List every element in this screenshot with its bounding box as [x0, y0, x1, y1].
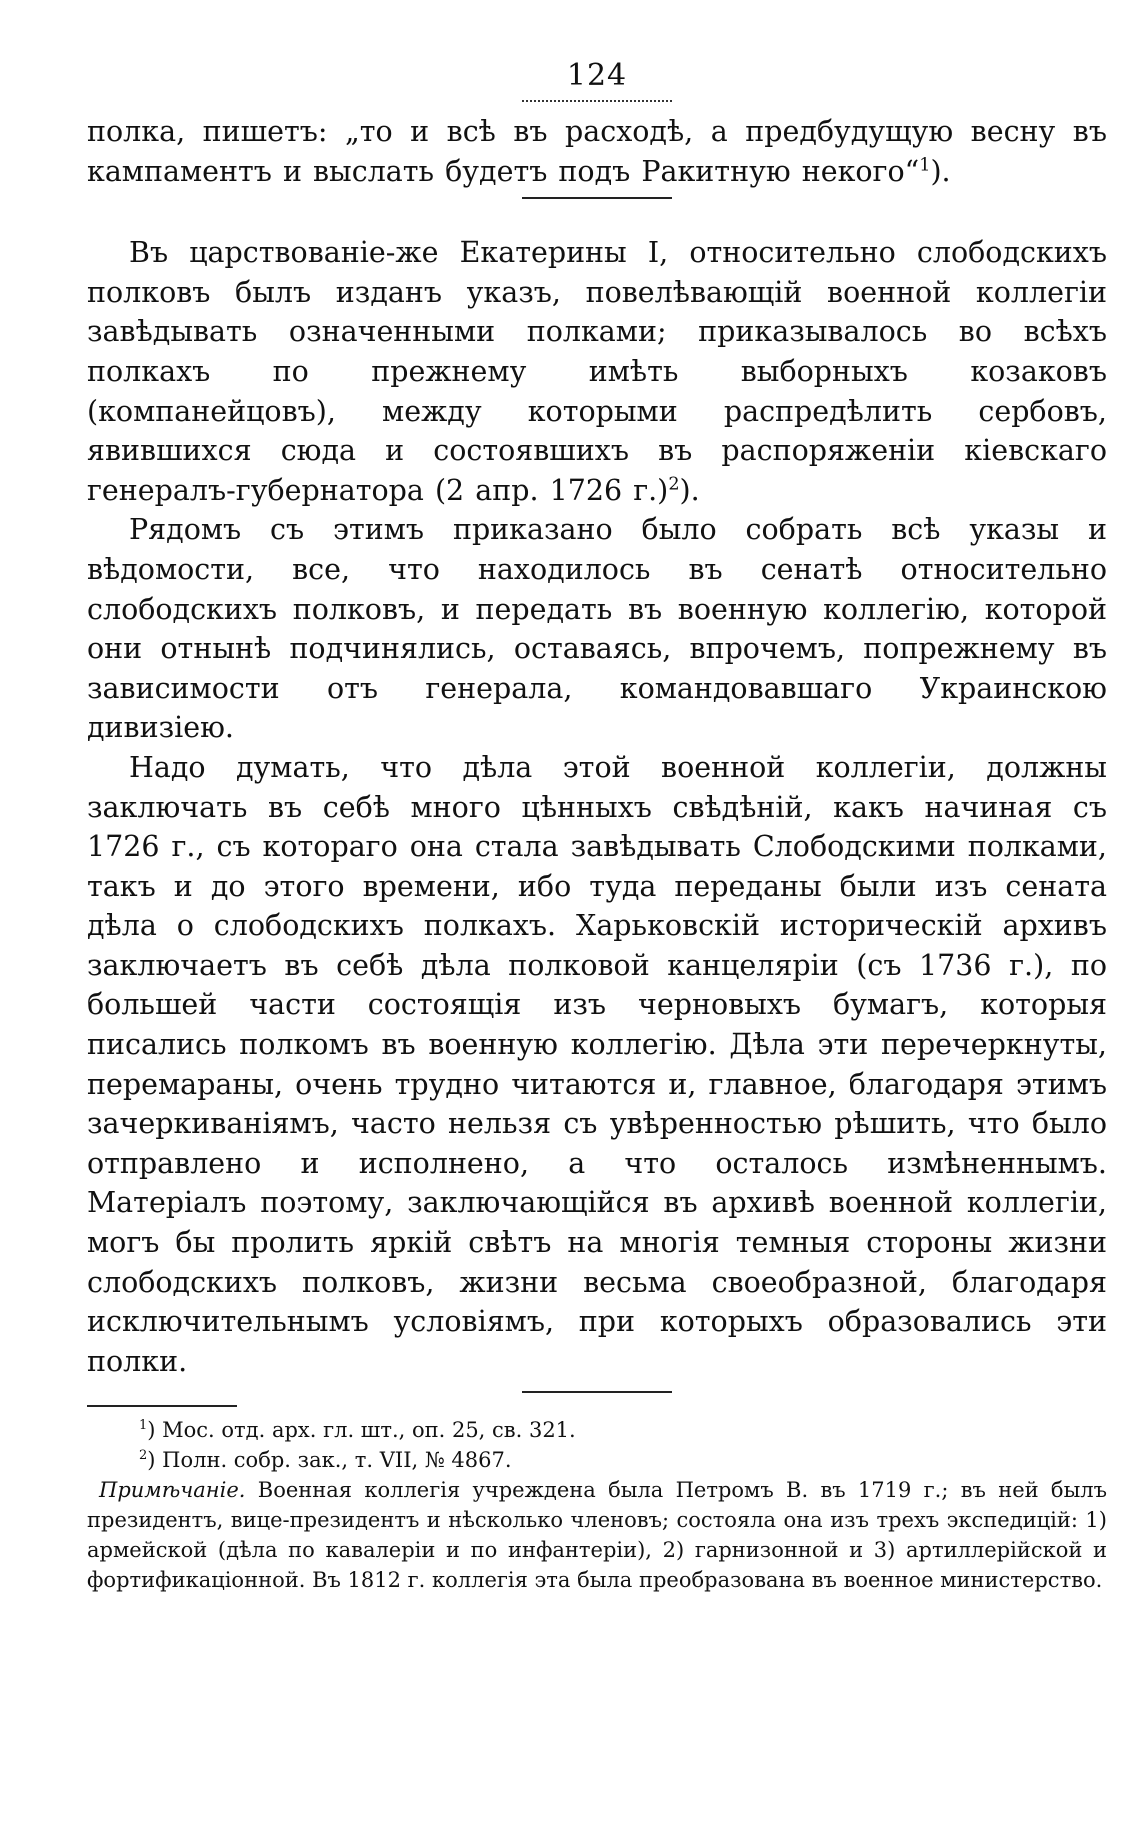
footnote-note: [87, 1475, 1107, 1595]
book-page: [87, 58, 1107, 1595]
paragraph-senate-transfer: Рядомъ съ этимъ приказано было собрать всѣ указы и вѣдомости, все, что находилось въ сенатѣ относительно слободскихъ полковъ, и передать въ военную коллегію, которой они отнынѣ подчинялись, оставаясь, впрочемъ, попрежнему въ зависимости отъ генерала, командовавшаго Украинскою дивизіею.: [87, 513, 1107, 745]
paragraph-military-college: Надо думать, что дѣла этой военной коллегіи, должны заключать въ себѣ много цѣнныхъ свѣдѣній, какъ начиная съ 1726 г., съ котораго она стала завѣдывать Слободскими полками, такъ и до этого времени, ибо туда переданы были изъ сената дѣла о слободскихъ полкахъ. Харьковскій историческій архивъ заключаетъ въ себѣ дѣла полковой канцеляріи (съ 1736 г.), по большей части состоящія изъ черновыхъ бумагъ, которыя писались полкомъ въ военную коллегію. Дѣла эти перечеркнуты, перемараны, очень трудно читаются и, главное, благодаря этимъ зачеркиваніямъ, часто нельзя съ увѣренностью рѣшить, что было отправлено и исполнено, а что осталось измѣненнымъ. Матеріалъ поэтому, заключающійся въ архивѣ военной коллегіи, могъ бы пролить яркій свѣтъ на многія темныя стороны жизни слободскихъ полковъ, жизни весьма своеобразной, благодаря исключительнымъ условіямъ, при которыхъ образовались эти полки.: [87, 750, 1107, 1378]
footnote-ref-2: 2: [668, 474, 680, 495]
main-text: [87, 112, 1107, 1381]
note-text: Военная коллегія учреждена была Петромъ В. въ 1719 г.; въ ней былъ президентъ, вице-президентъ и нѣсколько членовъ; состояла она изъ трехъ экспедицій: 1) армейской (дѣла по кавалеріи и по инфантеріи), 2) гарнизонной и 3) артиллерійской и фортификаціонной. Въ 1812 г. коллегія эта была преобразована въ военное министерство.: [87, 1478, 1107, 1593]
text-end-rule: [522, 1391, 672, 1393]
paragraph-1-end: ).: [930, 154, 951, 188]
footnote-2-mark: 2: [139, 1448, 148, 1464]
footnote-separator: [87, 1405, 237, 1407]
footnote-2-text: ) Полн. собр. зак., т. VII, № 4867.: [147, 1448, 512, 1473]
page-number-ornament: [522, 94, 672, 102]
footnote-ref-1: 1: [919, 155, 931, 176]
paragraph-continuation: [87, 112, 1107, 191]
note-label: Примѣчаніе.: [99, 1478, 246, 1503]
footnotes: [87, 1405, 1107, 1595]
section-divider: [522, 197, 672, 199]
paragraph-2-text: Въ царствованіе-же Екатерины I, относительно слободскихъ полковъ былъ изданъ указъ, повелѣвающій военной коллегіи завѣдывать означенными полками; приказывалось во всѣхъ полкахъ по прежнему имѣть выборныхъ козаковъ (компанейцовъ), между которыми распредѣлить сербовъ, явившихся сюда и состоявшихъ въ распоряженіи кіевскаго генералъ-губернатора (2 апр. 1726 г.): [87, 236, 1107, 507]
page-number: 124: [566, 58, 628, 93]
paragraph-catherine-decree: [87, 233, 1107, 510]
footnote-1: [87, 1415, 1107, 1445]
footnote-1-mark: 1: [139, 1418, 148, 1434]
footnote-1-text: ) Мос. отд. арх. гл. шт., оп. 25, св. 321.: [147, 1418, 576, 1443]
paragraph-2-end: ).: [679, 473, 700, 507]
footnote-2: [87, 1445, 1107, 1475]
paragraph-1-text: полка, пишетъ: „то и всѣ въ расходѣ, а предбудущую весну въ кампаментъ и выслать будетъ подъ Ракитную некого“: [87, 115, 1107, 188]
